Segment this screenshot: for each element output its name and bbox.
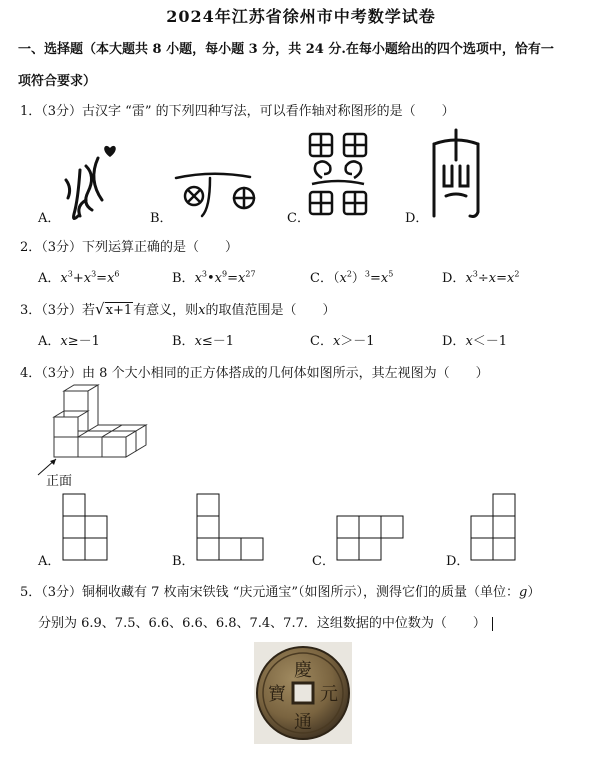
coin-char-left: 寶	[268, 684, 286, 705]
section-header-cont: 项符合要求）	[18, 74, 97, 89]
q3-option-b[interactable]: B．x≤－1	[172, 334, 235, 349]
q1-option-a-label[interactable]: A．	[38, 211, 61, 226]
section-header: 一、选择题（本大题共 8 小题，每小题 3 分，共 24 分.在每小题给出的四个选项中，恰有一	[18, 42, 554, 57]
coin-char-top: 慶	[294, 660, 312, 681]
q5-stem-line1: 5．（3分）铜桐收藏有 7 枚南宋铁钱 “庆元通宝”（如图所示），测得它们的质量（单位：g）	[20, 585, 541, 600]
lei-glyph-a-icon	[58, 140, 128, 225]
cube-stack-figure	[34, 383, 154, 483]
q3-option-a[interactable]: A．x≥－1	[38, 334, 100, 349]
lei-glyph-b-icon	[172, 168, 272, 218]
q4-option-d-label[interactable]: D．	[446, 554, 470, 569]
q2-option-c[interactable]: C．$(x^2)^3=x^5$	[310, 269, 394, 286]
q4-option-b-label[interactable]: B．	[172, 554, 195, 569]
coin-char-bottom: 通	[294, 712, 312, 733]
q5-stem-line2: 分别为 6.9、7.5、6.6、6.6、6.8、7.4、7.7．这组数据的中位数为（ ）	[38, 612, 493, 631]
lei-glyph-d-icon	[426, 126, 488, 222]
q2-option-a[interactable]: A．$x^3+x^3=x^6$	[38, 269, 120, 286]
q1-option-c-label[interactable]: C．	[287, 211, 310, 226]
page-title: 2024年江苏省徐州市中考数学试卷	[166, 7, 436, 26]
coin-char-right: 元	[320, 684, 338, 705]
q3-radicand: x+1	[105, 303, 133, 318]
q3-option-d[interactable]: D．x＜－1	[442, 334, 508, 349]
q2-stem: 2．（3分）下列运算正确的是（ ）	[20, 240, 239, 255]
q2-option-b[interactable]: B．$x^3•x^9=x^{27}$	[172, 269, 256, 286]
q1-option-d-label[interactable]: D．	[405, 211, 429, 226]
q4-option-b-grid	[196, 493, 266, 565]
lei-glyph-c-icon	[308, 132, 370, 222]
q4-option-a-label[interactable]: A．	[38, 554, 61, 569]
q4-option-c-grid	[336, 515, 406, 565]
q2-option-d[interactable]: D．$x^3\div x=x^2$	[442, 269, 520, 286]
front-view-label: 正面	[46, 474, 73, 489]
q4-option-a-grid	[62, 493, 110, 565]
q1-stem: 1．（3分）古汉字 “雷” 的下列四种写法，可以看作轴对称图形的是（ ）	[20, 104, 455, 119]
q4-stem: 4．（3分）由 8 个大小相同的正方体搭成的几何体如图所示，其左视图为（ ）	[20, 366, 489, 381]
q4-option-c-label[interactable]: C．	[312, 554, 335, 569]
q4-option-d-grid	[470, 493, 518, 565]
q3-stem: 3．（3分）若√x+1有意义，则x的取值范围是（ ）	[20, 300, 336, 318]
text-cursor	[492, 617, 493, 631]
q3-option-c[interactable]: C．x＞－1	[310, 334, 375, 349]
q1-option-b-label[interactable]: B．	[150, 211, 173, 226]
coin-image	[254, 642, 352, 744]
